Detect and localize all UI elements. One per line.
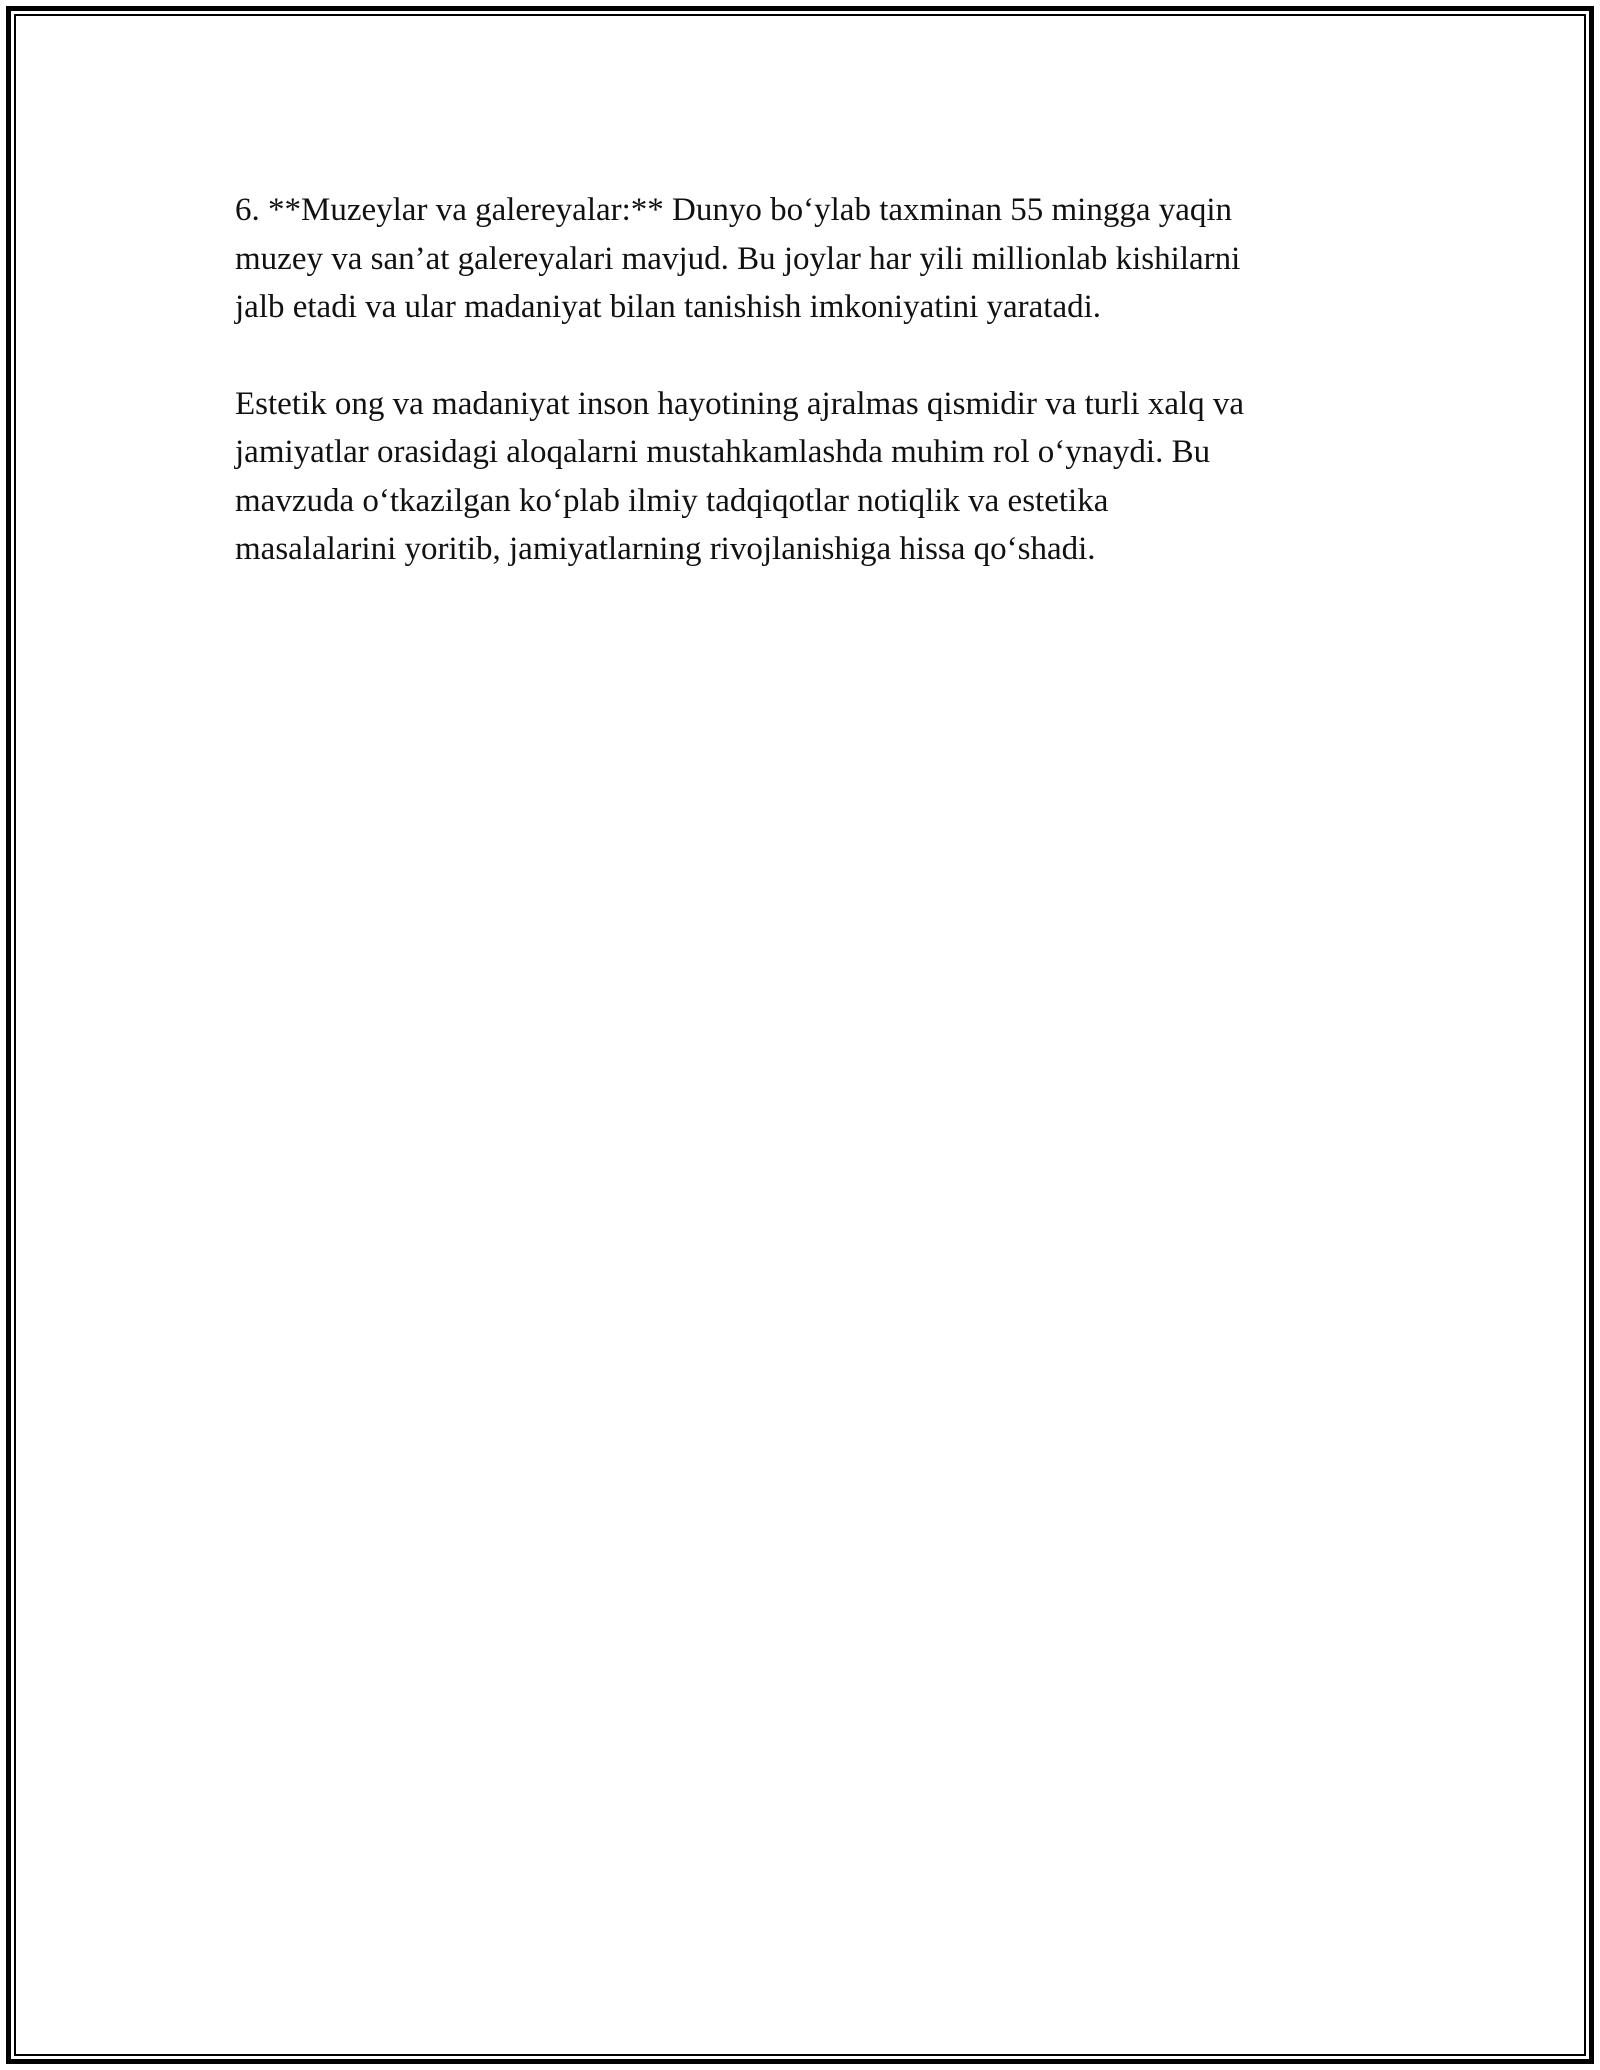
paragraph-museums-galleries: 6. **Muzeylar va galereyalar:** Dunyo bo‘ylab taxminan 55 mingga yaqin muzey va san’at galereyalari mavjud. Bu joylar har yili millionlab kishilarni jalb etadi va ular madaniyat bilan tanishish imkoniyatini yaratadi.	[235, 192, 1241, 325]
paragraph-aesthetic-consciousness: Estetik ong va madaniyat inson hayotining ajralmas qismidir va turli xalq va jamiyatlar orasidagi aloqalarni mustahkamlashda muhim rol o‘ynaydi. Bu mavzuda o‘tkazilgan ko‘plab ilmiy tadqiqotlar notiqlik va estetika masalalarini yoritib, jamiyatlarning rivojlanishiga hissa qo‘shadi.	[235, 385, 1245, 567]
document-body	[235, 186, 1375, 622]
